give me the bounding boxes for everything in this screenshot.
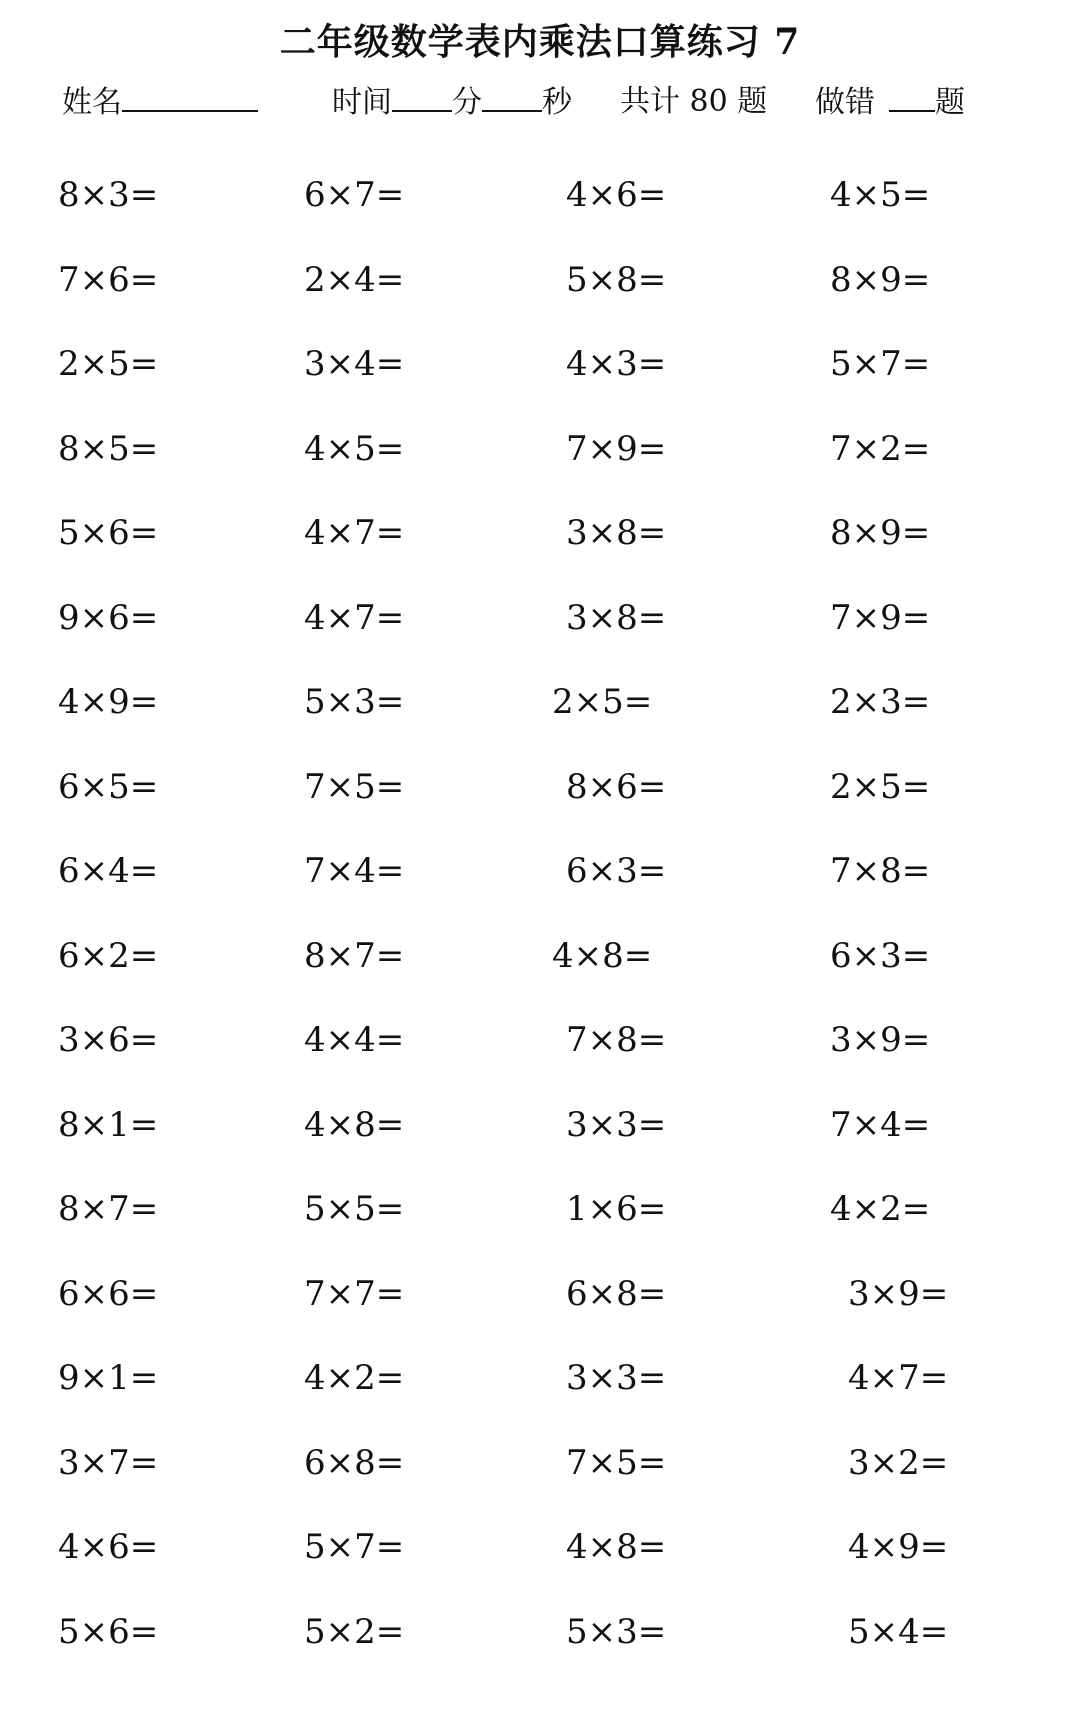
problem-cell[interactable]: 4×8=: [304, 1104, 405, 1145]
total-count: 共计 80 题: [620, 84, 768, 119]
problem-cell[interactable]: 3×6=: [58, 1020, 159, 1060]
problem-cell[interactable]: 4×8=: [566, 1527, 667, 1567]
problem-cell[interactable]: 1×6=: [566, 1189, 667, 1229]
problem-row: [0, 1179, 1080, 1264]
wrong-field: [815, 80, 965, 125]
problem-cell[interactable]: 7×5=: [566, 1442, 667, 1483]
problem-cell[interactable]: 6×3=: [830, 935, 931, 976]
problem-cell[interactable]: 7×2=: [830, 428, 931, 469]
problem-cell[interactable]: 3×3=: [566, 1358, 667, 1398]
problem-cell[interactable]: 3×2=: [848, 1442, 949, 1483]
problem-cell[interactable]: 8×9=: [830, 513, 931, 553]
problem-cell[interactable]: 7×9=: [830, 597, 931, 638]
problem-cell[interactable]: 7×7=: [304, 1273, 405, 1314]
student-info-line: [0, 80, 1080, 124]
problem-cell[interactable]: 7×9=: [566, 428, 667, 469]
second-blank[interactable]: [482, 80, 542, 112]
problem-cell[interactable]: 8×7=: [304, 935, 405, 976]
name-label: 姓名: [62, 85, 122, 120]
problem-cell[interactable]: 5×3=: [304, 682, 405, 722]
problem-cell[interactable]: 4×9=: [58, 682, 159, 722]
problem-row: [0, 926, 1080, 1011]
problem-cell[interactable]: 7×8=: [566, 1020, 667, 1060]
problem-cell[interactable]: 4×2=: [304, 1358, 405, 1398]
problem-cell[interactable]: 8×6=: [566, 766, 667, 807]
problem-cell[interactable]: 8×3=: [58, 175, 159, 215]
problem-cell[interactable]: 3×3=: [566, 1104, 667, 1145]
problem-row: [0, 419, 1080, 504]
problem-cell[interactable]: 2×5=: [552, 682, 653, 722]
problem-row: [0, 588, 1080, 673]
problem-row: [0, 841, 1080, 926]
problem-cell[interactable]: 3×9=: [830, 1020, 931, 1060]
problem-cell[interactable]: 5×6=: [58, 1611, 159, 1652]
problem-cell[interactable]: 4×5=: [830, 175, 931, 215]
problem-cell[interactable]: 4×6=: [58, 1527, 159, 1567]
problem-row: [0, 503, 1080, 588]
second-label: 秒: [542, 85, 572, 120]
minute-label: 分: [452, 85, 482, 120]
problem-cell[interactable]: 8×5=: [58, 428, 159, 469]
problem-row: [0, 250, 1080, 335]
problem-row: [0, 165, 1080, 250]
problem-cell[interactable]: 7×5=: [304, 766, 405, 807]
time-label: 时间: [332, 85, 392, 120]
problem-cell[interactable]: 2×5=: [830, 766, 931, 807]
problem-cell[interactable]: 8×9=: [830, 259, 931, 300]
problem-cell[interactable]: 6×2=: [58, 935, 159, 976]
problem-cell[interactable]: 3×8=: [566, 513, 667, 553]
problem-cell[interactable]: 5×6=: [58, 513, 159, 553]
problem-cell[interactable]: 5×4=: [848, 1611, 949, 1652]
problem-cell[interactable]: 8×1=: [58, 1104, 159, 1145]
problem-cell[interactable]: 4×5=: [304, 428, 405, 469]
problem-cell[interactable]: 5×2=: [304, 1611, 405, 1652]
problem-cell[interactable]: 6×3=: [566, 851, 667, 891]
problem-cell[interactable]: 4×3=: [566, 344, 667, 384]
problem-cell[interactable]: 4×7=: [304, 597, 405, 638]
problem-cell[interactable]: 9×1=: [58, 1358, 159, 1398]
problem-cell[interactable]: 2×5=: [58, 344, 159, 384]
problem-cell[interactable]: 3×7=: [58, 1442, 159, 1483]
wrong-label: 做错: [815, 85, 875, 120]
problem-cell[interactable]: 6×5=: [58, 766, 159, 807]
problem-cell[interactable]: 2×4=: [304, 259, 405, 300]
problem-cell[interactable]: 3×9=: [848, 1273, 949, 1314]
problem-cell[interactable]: 7×4=: [304, 851, 405, 891]
minute-blank[interactable]: [392, 80, 452, 112]
problem-row: [0, 1348, 1080, 1433]
problem-row: [0, 1602, 1080, 1687]
problem-cell[interactable]: 6×7=: [304, 175, 405, 215]
problem-cell[interactable]: 6×8=: [304, 1442, 405, 1483]
problem-cell[interactable]: 4×4=: [304, 1020, 405, 1060]
problem-row: [0, 757, 1080, 842]
problem-cell[interactable]: 5×7=: [830, 344, 931, 384]
problem-cell[interactable]: 7×6=: [58, 259, 159, 300]
problem-cell[interactable]: 7×4=: [830, 1104, 931, 1145]
problem-cell[interactable]: 4×9=: [848, 1527, 949, 1567]
problem-cell[interactable]: 2×3=: [830, 682, 931, 722]
time-field: [332, 80, 572, 125]
problem-row: [0, 334, 1080, 419]
problem-cell[interactable]: 5×5=: [304, 1189, 405, 1229]
problem-cell[interactable]: 4×2=: [830, 1189, 931, 1229]
problem-cell[interactable]: 4×6=: [566, 175, 667, 215]
problem-cell[interactable]: 8×7=: [58, 1189, 159, 1229]
problem-cell[interactable]: 6×4=: [58, 851, 159, 891]
problem-cell[interactable]: 3×4=: [304, 344, 405, 384]
problem-cell[interactable]: 6×8=: [566, 1273, 667, 1314]
name-field: [62, 80, 258, 125]
worksheet-title: 二年级数学表内乘法口算练习 7: [279, 21, 801, 63]
problem-cell[interactable]: 5×7=: [304, 1527, 405, 1567]
problem-row: [0, 672, 1080, 757]
problem-cell[interactable]: 5×3=: [566, 1611, 667, 1652]
wrong-blank[interactable]: [889, 80, 935, 112]
problem-row: [0, 1517, 1080, 1602]
problem-cell[interactable]: 6×6=: [58, 1273, 159, 1314]
problem-cell[interactable]: 4×8=: [552, 935, 653, 976]
problem-grid: [0, 165, 1080, 1686]
problem-row: [0, 1264, 1080, 1349]
wrong-suffix: 题: [935, 85, 965, 120]
problem-cell[interactable]: 7×8=: [830, 851, 931, 891]
problem-cell[interactable]: 3×8=: [566, 597, 667, 638]
problem-row: [0, 1095, 1080, 1180]
problem-cell[interactable]: 4×7=: [848, 1358, 949, 1398]
name-blank[interactable]: [122, 80, 258, 112]
problem-cell[interactable]: 4×7=: [304, 513, 405, 553]
problem-row: [0, 1433, 1080, 1518]
problem-cell[interactable]: 5×8=: [566, 259, 667, 300]
problem-row: [0, 1010, 1080, 1095]
problem-cell[interactable]: 9×6=: [58, 597, 159, 638]
